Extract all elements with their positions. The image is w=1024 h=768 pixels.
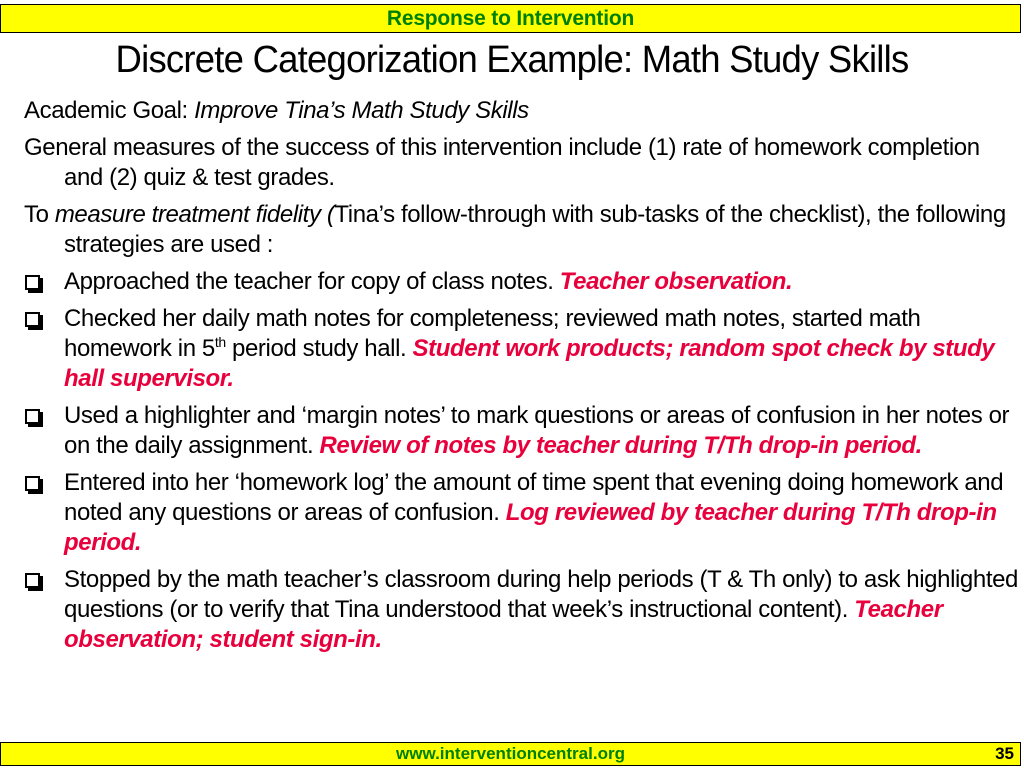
top-banner xyxy=(0,4,1021,33)
item-method: Teacher observation. xyxy=(559,268,793,295)
academic-goal xyxy=(24,96,1018,126)
checkbox-icon xyxy=(25,573,40,588)
checkbox-icon xyxy=(25,476,40,491)
banner-title: Response to Intervention xyxy=(386,6,635,30)
item-text: Stopped by the math teacher’s classroom during help periods (T & Th only) to ask highlighted questions (or to verify that Tina understood that week’s instructional content). xyxy=(64,566,1018,623)
list-item xyxy=(24,304,1018,394)
list-item xyxy=(24,267,1018,297)
page-number: 35 xyxy=(995,744,1014,763)
item-text-continued: period study hall. xyxy=(225,335,413,362)
fidelity-emphasis: measure treatment fidelity ( xyxy=(54,201,335,228)
goal-label: Academic Goal: xyxy=(24,97,195,124)
list-item xyxy=(24,401,1018,461)
item-method: Review of notes by teacher during T/Th drop-in period. xyxy=(319,432,922,459)
slide-title: Discrete Categorization Example: Math Study Skills xyxy=(115,39,909,81)
item-method: Log reviewed by teacher during T/Th drop-in period. xyxy=(64,499,997,556)
item-text: Checked her daily math notes for completeness; reviewed math notes, started math homework in 5 xyxy=(64,305,921,362)
item-superscript: th xyxy=(214,334,226,350)
general-measures: General measures of the success of this intervention include (1) rate of homework completion and (2) quiz & test grades. xyxy=(24,134,980,191)
fidelity-intro xyxy=(24,200,1018,260)
item-text: Approached the teacher for copy of class notes. xyxy=(64,268,560,295)
checkbox-icon xyxy=(25,409,40,424)
item-text: Used a highlighter and ‘margin notes’ to mark questions or areas of confusion in her notes or on the daily assignment. xyxy=(64,402,1010,459)
item-text: Entered into her ‘homework log’ the amount of time spent that evening doing homework and noted any questions or areas of confusion. xyxy=(64,469,1004,526)
item-method: Teacher observation; student sign-in. xyxy=(64,596,943,653)
slide-content xyxy=(24,96,1018,662)
fidelity-suffix: Tina’s follow-through with sub-tasks of the checklist), the following strategies are used : xyxy=(64,201,1006,258)
checkbox-icon xyxy=(25,312,40,327)
bottom-banner xyxy=(0,742,1021,766)
footer-url[interactable]: www.interventioncentral.org xyxy=(396,744,625,763)
checkbox-icon xyxy=(25,275,40,290)
list-item xyxy=(24,565,1018,655)
goal-value: Improve Tina’s Math Study Skills xyxy=(194,97,529,124)
list-item xyxy=(24,468,1018,558)
item-method: Student work products; random spot check by study hall supervisor. xyxy=(64,335,995,392)
fidelity-prefix: To xyxy=(24,201,55,228)
